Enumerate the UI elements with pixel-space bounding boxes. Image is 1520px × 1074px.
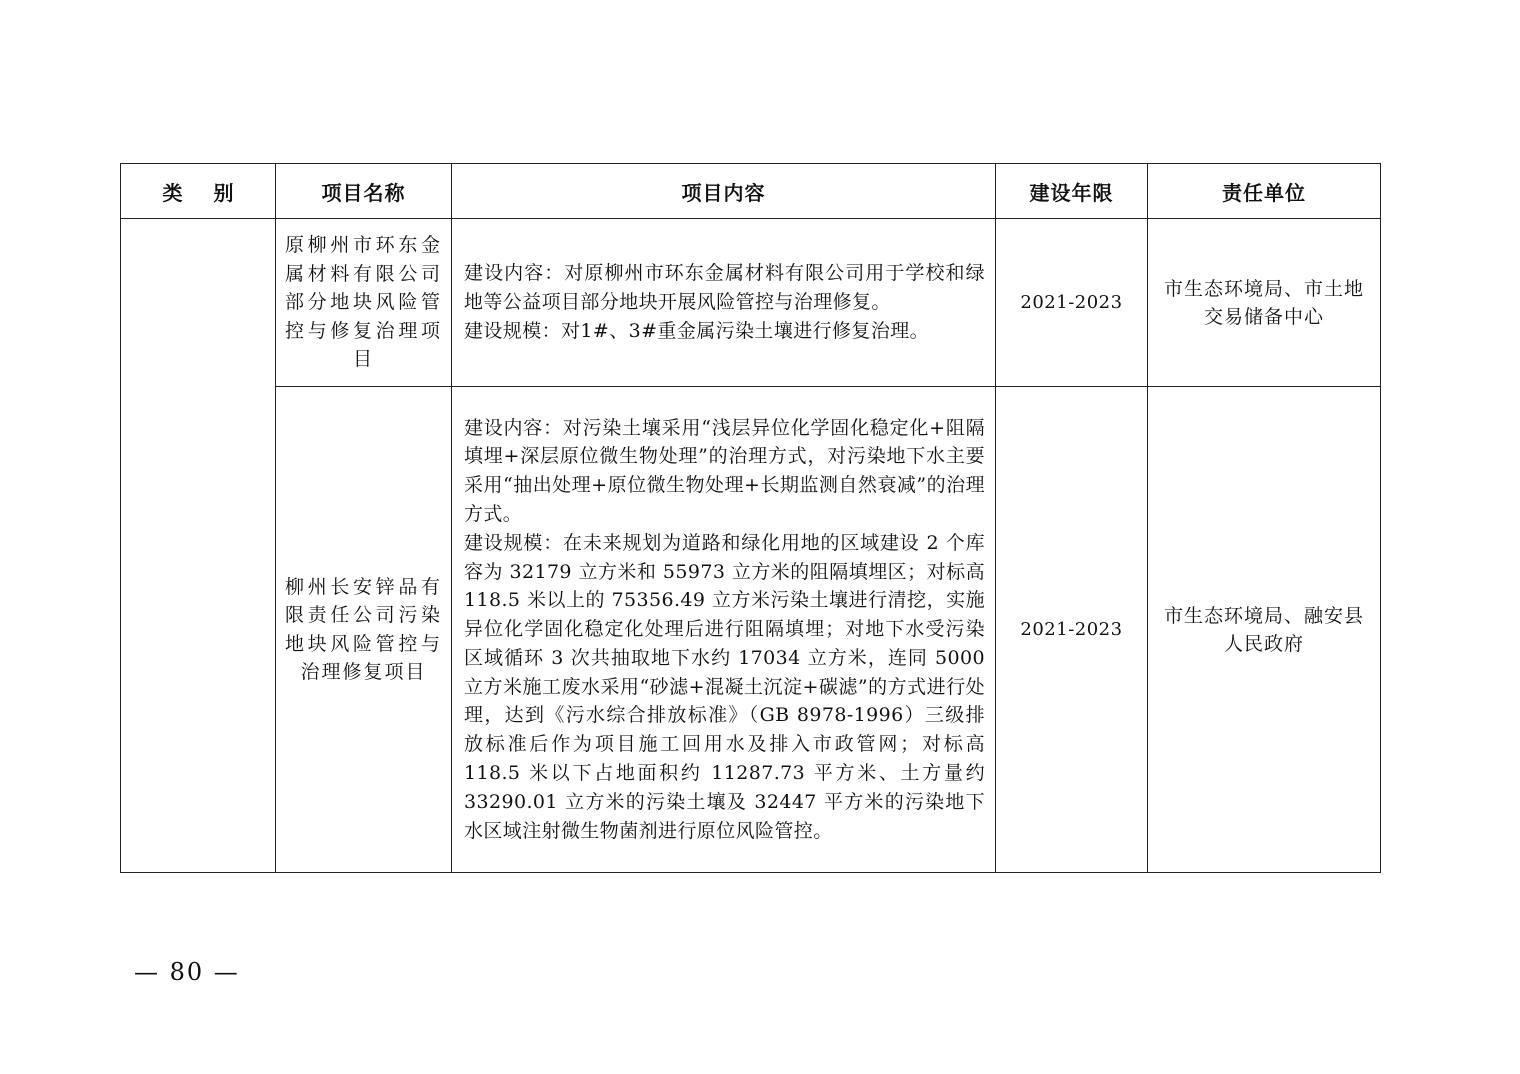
table-header-row [121,164,1381,219]
content-construction-line: 建设内容：对污染土壤采用“浅层异位化学固化稳定化+阻隔填埋+深层原位微生物处理”的治理方式，对污染地下水主要采用“抽出处理+原位微生物处理+长期监测自然衰减”的治理方式。 [464,416,985,525]
header-category: 类 别 [121,164,276,219]
responsible-unit-cell: 市生态环境局、融安县人民政府 [1148,387,1381,873]
table-row [121,219,1381,387]
header-project-name: 项目名称 [276,164,452,219]
construction-years-cell: 2021-2023 [996,219,1148,387]
header-responsible-unit: 责任单位 [1148,164,1381,219]
header-project-content: 项目内容 [452,164,996,219]
project-name-cell: 原柳州市环东金属材料有限公司部分地块风险管控与修复治理项目 [276,219,452,387]
category-cell [121,219,276,873]
construction-years-cell: 2021-2023 [996,387,1148,873]
page-number: — 80 — [134,958,240,986]
content-scale-line: 建设规模：在未来规划为道路和绿化用地的区域建设 2 个库容为 32179 立方米和 55973 立方米的阻隔填埋区；对标高 118.5 米以上的 75356.49 立方米污染土壤进行清挖，实施异位化学固化稳定化处理后进行阻隔填埋；对地下水受污染区域循环 3 次共抽取地下水约 17034 立方米，连同 5000 立方米施工废水采用“砂滤+混凝土沉淀+碳滤”的方式进行处理，达到《污水综合排放标准》（GB 8978-1996）三级排放标准后作为项目施工回用水及排入市政管网；对标高 118.5 米以下占地面积约 11287.73 平方米、土方量约 33290.01 立方米的污染土壤及 32447 平方米的污染地下水区域注射微生物菌剂进行原位风险管控。 [464,531,985,842]
table-row [121,387,1381,873]
content-scale-line: 建设规模：对1#、3#重金属污染土壤进行修复治理。 [464,319,930,342]
project-content-cell [452,387,996,873]
project-name-cell: 柳州长安锌品有限责任公司污染地块风险管控与治理修复项目 [276,387,452,873]
content-construction-line: 建设内容：对原柳州市环东金属材料有限公司用于学校和绿地等公益项目部分地块开展风险管控与治理修复。 [464,262,985,314]
responsible-unit-cell: 市生态环境局、市土地交易储备中心 [1148,219,1381,387]
header-construction-years: 建设年限 [996,164,1148,219]
project-table [120,163,1381,873]
project-content-cell [452,219,996,387]
